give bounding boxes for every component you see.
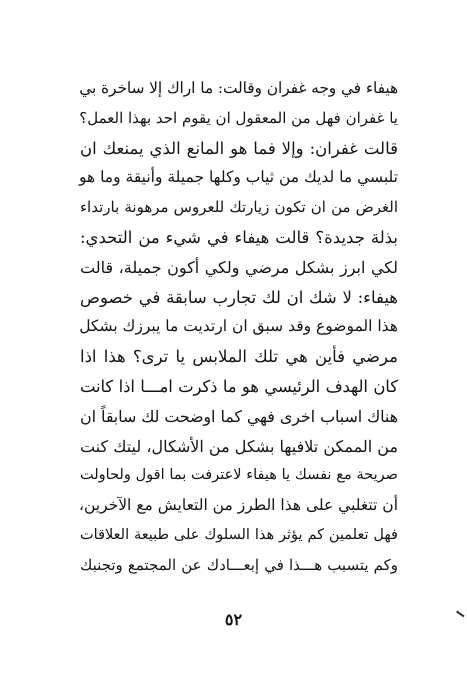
text-line-10: مرضي فأين هي تلك الملابس يا ترى؟ هذا اذا <box>80 347 398 367</box>
text-line-17: وكم يتسبب هـــذا في إبعـــادك عن المجتمع وتجنبك <box>80 555 398 574</box>
text-line-14: صريحة مع نفسك يا هيفاء لاعترفت بما اقول ولحاولت <box>80 467 398 484</box>
text-line-11: كان الهدف الرئيسي هو ما ذكرت امـــا اذا كانت <box>80 376 398 396</box>
text-line-8: هيفاء: لا شك ان لك تجارب سابقة في خصوص <box>80 287 398 307</box>
body-text <box>80 74 398 581</box>
text-line-16: فهل تعلمين كم يؤثر هذا السلوك على طبيعة العلاقات <box>80 526 398 543</box>
text-line-7: لكي ابرز بشكل مرضي ولكي أكون جميلة، قالت <box>80 257 398 277</box>
text-line-2: يا غفران فهل من المعقول ان يقوم احد بهذا العمل؟ <box>79 108 398 127</box>
page-number: ٥٢ <box>224 610 243 629</box>
text-line-3: قالت غفران: وإلا فما هو المانع الذي يمنعك ان <box>80 138 398 158</box>
text-line-13: من الممكن تلافيها بشكل من الأشكال، ليتك كنت <box>80 436 398 456</box>
text-line-6: بذلة جديدة؟ قالت هيفاء في شيء من التحدي: <box>80 227 398 247</box>
text-line-1: هيفاء في وجه غفران وقالت: ما اراك إلا ساخرة بي <box>79 79 398 97</box>
text-line-12: هناك اسباب اخرى فهي كما اوضحت لك سابقاً ان <box>80 406 398 426</box>
text-line-5: الغرض من ان تكون زيارتك للعروس مرهونة بارتداء <box>80 198 398 217</box>
text-line-9: هذا الموضوع وقد سبق ان ارتديت ما يبرزك بشكل <box>79 317 398 336</box>
text-line-4: تلبسي ما لديك من ثياب وكلها جميلة وأنيقة وما هو <box>78 168 398 187</box>
text-line-15: أن تتغلبي على هذا الطرز من التعايش مع الآخرين، <box>78 496 398 515</box>
